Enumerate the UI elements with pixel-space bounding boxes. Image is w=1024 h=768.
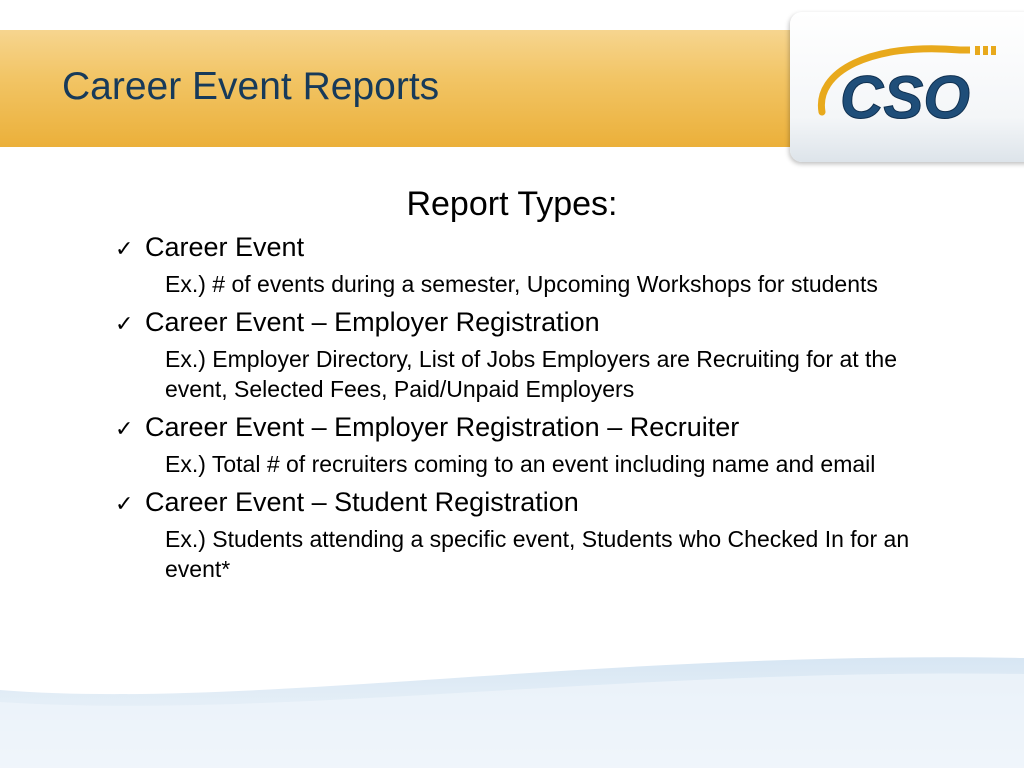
checkmark-icon: ✓ [115, 417, 134, 442]
bottom-wave-decoration [0, 640, 1024, 768]
report-types-heading: Report Types: [406, 185, 618, 223]
report-types-list [115, 230, 975, 590]
slide-title: Career Event Reports [62, 65, 440, 108]
report-type-example: Ex.) Employer Directory, List of Jobs Employers are Recruiting for at the event, Selected Fees, Paid/Unpaid Employers [165, 346, 898, 402]
list-item [115, 410, 975, 479]
checkmark-icon: ✓ [115, 492, 134, 517]
logo-card [790, 12, 1024, 162]
report-type-label: Career Event [145, 232, 305, 262]
checkmark-icon: ✓ [115, 237, 134, 262]
list-item [115, 305, 975, 404]
checkmark-icon: ✓ [115, 312, 134, 337]
report-type-label: Career Event – Employer Registration – Recruiter [145, 412, 740, 442]
cso-logo-icon [810, 32, 1010, 142]
report-type-example: Ex.) Total # of recruiters coming to an event including name and email [165, 451, 876, 477]
logo-text: CSO [840, 64, 971, 131]
report-type-label: Career Event – Student Registration [145, 487, 579, 517]
list-item [115, 230, 975, 299]
list-item [115, 485, 975, 584]
report-type-example: Ex.) Students attending a specific event, Students who Checked In for an event* [165, 526, 910, 582]
report-type-label: Career Event – Employer Registration [145, 307, 600, 337]
report-type-example: Ex.) # of events during a semester, Upcoming Workshops for students [165, 271, 878, 297]
